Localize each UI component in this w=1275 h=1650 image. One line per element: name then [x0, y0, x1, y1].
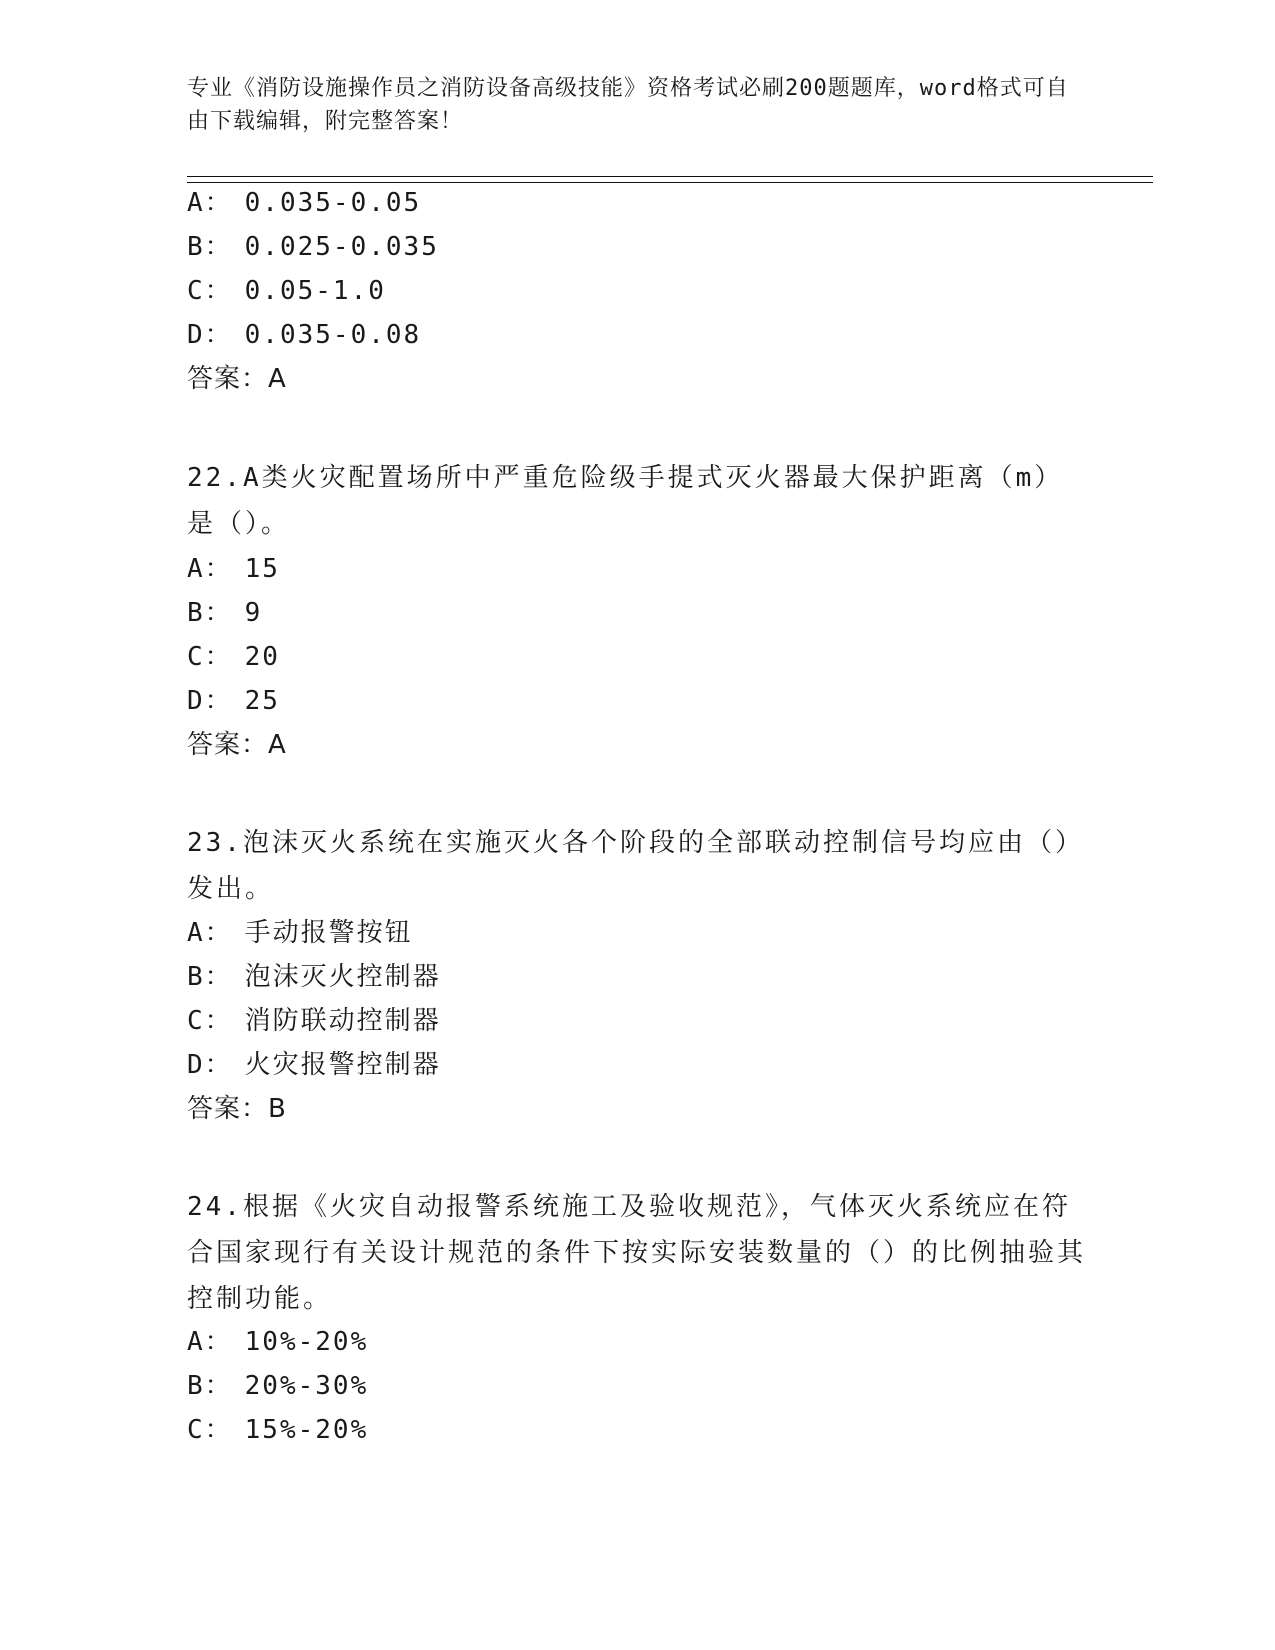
q21-option-c [187, 274, 386, 308]
q23-option-d [187, 1048, 441, 1082]
option-text: 手动报警按钮 [244, 918, 413, 948]
option-label: B： [187, 1371, 233, 1401]
option-text: 10%-20% [244, 1327, 369, 1357]
q23-option-b [187, 960, 441, 994]
option-label: C： [187, 642, 233, 672]
option-label: D： [187, 320, 233, 350]
option-label: A： [187, 188, 233, 218]
q22-question: 22.A类火灾配置场所中严重危险级手提式灭火器最大保护距离（m）是（）。 [187, 463, 1064, 539]
q23-answer: 答案：B [187, 1094, 287, 1124]
option-label: D： [187, 686, 233, 716]
option-label: B： [187, 232, 233, 262]
option-text: 消防联动控制器 [244, 1006, 441, 1036]
option-text: 0.05-1.0 [244, 276, 386, 306]
option-text: 0.035-0.05 [244, 188, 422, 218]
q21-option-d [187, 318, 421, 352]
option-label: C： [187, 276, 233, 306]
option-text: 20 [244, 642, 280, 672]
option-text: 25 [244, 686, 280, 716]
document-header: 专业《消防设施操作员之消防设备高级技能》资格考试必刷200题题库，word格式可自由下载编辑，附完整答案！ [187, 76, 1069, 134]
option-text: 火灾报警控制器 [244, 1050, 441, 1080]
q23-option-c [187, 1004, 441, 1038]
q22-option-b [187, 596, 262, 630]
option-text: 15 [244, 554, 280, 584]
option-text: 15%-20% [244, 1415, 369, 1445]
option-label: B： [187, 598, 233, 628]
option-label: A： [187, 554, 233, 584]
option-label: A： [187, 918, 233, 948]
option-text: 0.035-0.08 [244, 320, 422, 350]
q24-option-b [187, 1369, 368, 1403]
header-divider-top [187, 176, 1153, 177]
option-label: C： [187, 1006, 233, 1036]
option-text: 9 [244, 598, 263, 628]
option-text: 0.025-0.035 [244, 232, 439, 262]
q21-answer: 答案：A [187, 364, 287, 394]
q21-option-a [187, 186, 421, 220]
q24-option-a [187, 1325, 368, 1359]
q22-option-c [187, 640, 280, 674]
q21-option-b [187, 230, 439, 264]
option-label: B： [187, 962, 233, 992]
q23-question: 23.泡沫灭火系统在实施灭火各个阶段的全部联动控制信号均应由（）发出。 [187, 828, 1084, 904]
option-text: 泡沫灭火控制器 [244, 962, 441, 992]
option-text: 20%-30% [244, 1371, 369, 1401]
option-label: D： [187, 1050, 233, 1080]
option-label: A： [187, 1327, 233, 1357]
q23-option-a [187, 916, 413, 950]
q24-question: 24.根据《火灾自动报警系统施工及验收规范》，气体灭火系统应在符合国家现行有关设计规范的条件下按实际安装数量的（）的比例抽验其控制功能。 [187, 1192, 1087, 1314]
q22-answer: 答案：A [187, 730, 287, 760]
option-label: C： [187, 1415, 233, 1445]
q22-option-a [187, 552, 280, 586]
q22-option-d [187, 684, 280, 718]
q24-option-c [187, 1413, 368, 1447]
header-divider-bottom [187, 182, 1153, 183]
